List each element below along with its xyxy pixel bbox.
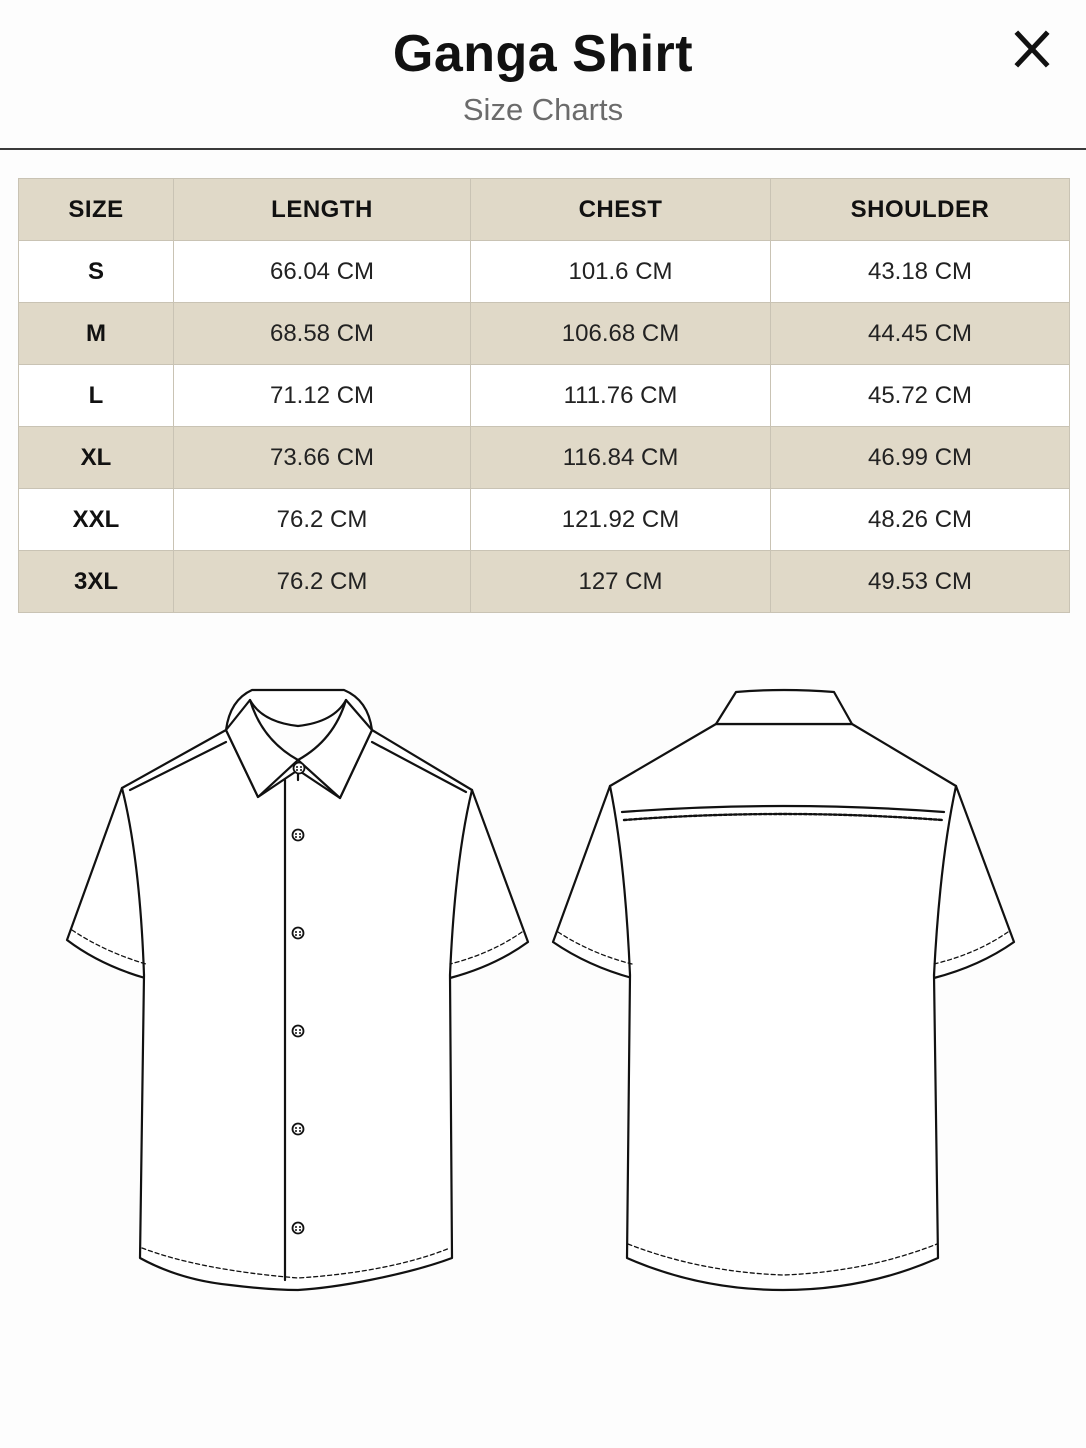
column-header-chest: CHEST: [471, 179, 771, 241]
shirt-illustrations: [0, 640, 1086, 1340]
length-cell: 66.04 CM: [174, 241, 471, 303]
table-row: [19, 427, 1070, 489]
size-cell: M: [19, 303, 174, 365]
shoulder-cell: 45.72 CM: [771, 365, 1070, 427]
shoulder-cell: 48.26 CM: [771, 489, 1070, 551]
size-chart-table: [18, 178, 1070, 613]
table-row: [19, 551, 1070, 613]
chest-cell: 127 CM: [471, 551, 771, 613]
page-title: Ganga Shirt: [392, 25, 694, 83]
length-cell: 71.12 CM: [174, 365, 471, 427]
table-row: [19, 365, 1070, 427]
close-icon[interactable]: [1010, 28, 1054, 72]
shoulder-cell: 44.45 CM: [771, 303, 1070, 365]
length-cell: 76.2 CM: [174, 551, 471, 613]
chest-cell: 101.6 CM: [471, 241, 771, 303]
table-row: [19, 489, 1070, 551]
table-row: [19, 303, 1070, 365]
modal-header: [0, 0, 1086, 150]
size-cell: S: [19, 241, 174, 303]
table-row: [19, 241, 1070, 303]
size-cell: XXL: [19, 489, 174, 551]
shirt-front-illustration: [67, 690, 528, 1290]
column-header-length: LENGTH: [174, 179, 471, 241]
length-cell: 76.2 CM: [174, 489, 471, 551]
size-cell: 3XL: [19, 551, 174, 613]
size-cell: XL: [19, 427, 174, 489]
shoulder-cell: 43.18 CM: [771, 241, 1070, 303]
chest-cell: 121.92 CM: [471, 489, 771, 551]
shoulder-cell: 49.53 CM: [771, 551, 1070, 613]
length-cell: 68.58 CM: [174, 303, 471, 365]
shirt-diagram: [0, 640, 1086, 1340]
size-cell: L: [19, 365, 174, 427]
table-header-row: [19, 179, 1070, 241]
shoulder-cell: 46.99 CM: [771, 427, 1070, 489]
column-header-shoulder: SHOULDER: [771, 179, 1070, 241]
shirt-back-illustration: [553, 690, 1014, 1290]
length-cell: 73.66 CM: [174, 427, 471, 489]
close-button[interactable]: [1010, 28, 1054, 72]
chest-cell: 106.68 CM: [471, 303, 771, 365]
column-header-size: SIZE: [19, 179, 174, 241]
page-subtitle: Size Charts: [462, 92, 624, 127]
chest-cell: 111.76 CM: [471, 365, 771, 427]
chest-cell: 116.84 CM: [471, 427, 771, 489]
